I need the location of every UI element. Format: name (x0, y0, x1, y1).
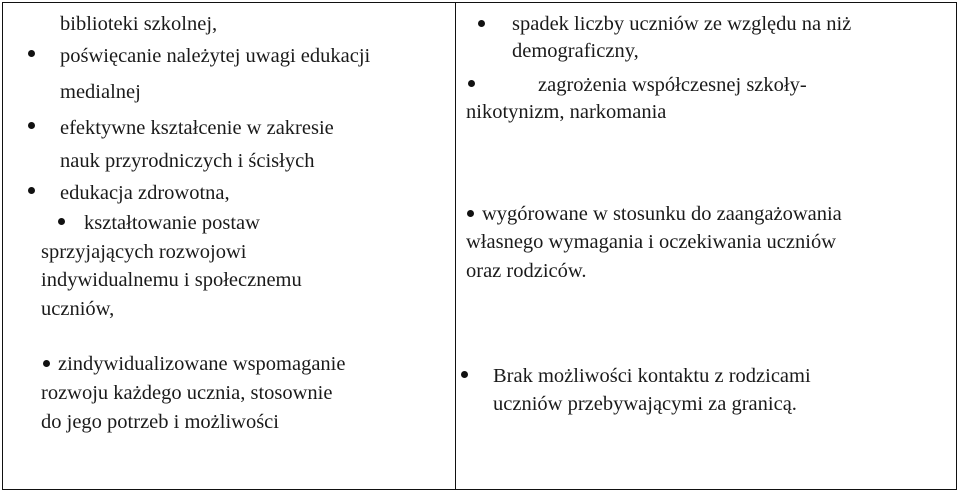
left-line-5: nauk przyrodniczych i ścisłych (60, 150, 315, 172)
right-line-2: demograficzny, (512, 40, 639, 62)
left-line-12: rozwoju każdego ucznia, stosownie (41, 382, 333, 404)
left-line-13: do jego potrzeb i możliwości (41, 411, 279, 433)
right-line-1: spadek liczby uczniów ze względu na niż (512, 13, 852, 35)
bullet-icon (478, 20, 485, 27)
left-line-2: poświęcanie należytej uwagi edukacji (60, 45, 371, 67)
bullet-icon (28, 187, 35, 194)
left-line-4: efektywne kształcenie w zakresie (60, 117, 334, 139)
right-line-7: oraz rodziców. (466, 260, 587, 282)
bullet-icon (468, 80, 475, 87)
left-line-7: kształtowanie postaw (84, 212, 260, 234)
right-line-9: uczniów przebywającymi za granicą. (493, 393, 797, 415)
right-line-8: Brak możliwości kontaktu z rodzicami (493, 365, 811, 387)
left-line-10: uczniów, (41, 298, 115, 320)
right-line-6: własnego wymagania i oczekiwania uczniów (466, 231, 837, 253)
left-line-1: biblioteki szkolnej, (60, 13, 218, 35)
column-divider (455, 3, 456, 489)
bullet-icon (58, 218, 65, 225)
bullet-icon (467, 210, 474, 217)
left-line-9: indywidualnemu i społecznemu (41, 269, 302, 291)
bullet-icon (28, 50, 35, 57)
left-line-8: sprzyjających rozwojowi (41, 241, 247, 263)
bullet-icon (461, 371, 468, 378)
bullet-icon (43, 360, 50, 367)
right-line-5: wygórowane w stosunku do zaangażowania (482, 203, 842, 225)
left-line-11: zindywidualizowane wspomaganie (58, 353, 346, 375)
right-line-4: nikotynizm, narkomania (466, 101, 667, 123)
bullet-icon (28, 122, 35, 129)
right-line-3: zagrożenia współczesnej szkoły- (538, 74, 807, 96)
left-line-6: edukacja zdrowotna, (60, 182, 230, 204)
left-line-3: medialnej (60, 81, 141, 103)
